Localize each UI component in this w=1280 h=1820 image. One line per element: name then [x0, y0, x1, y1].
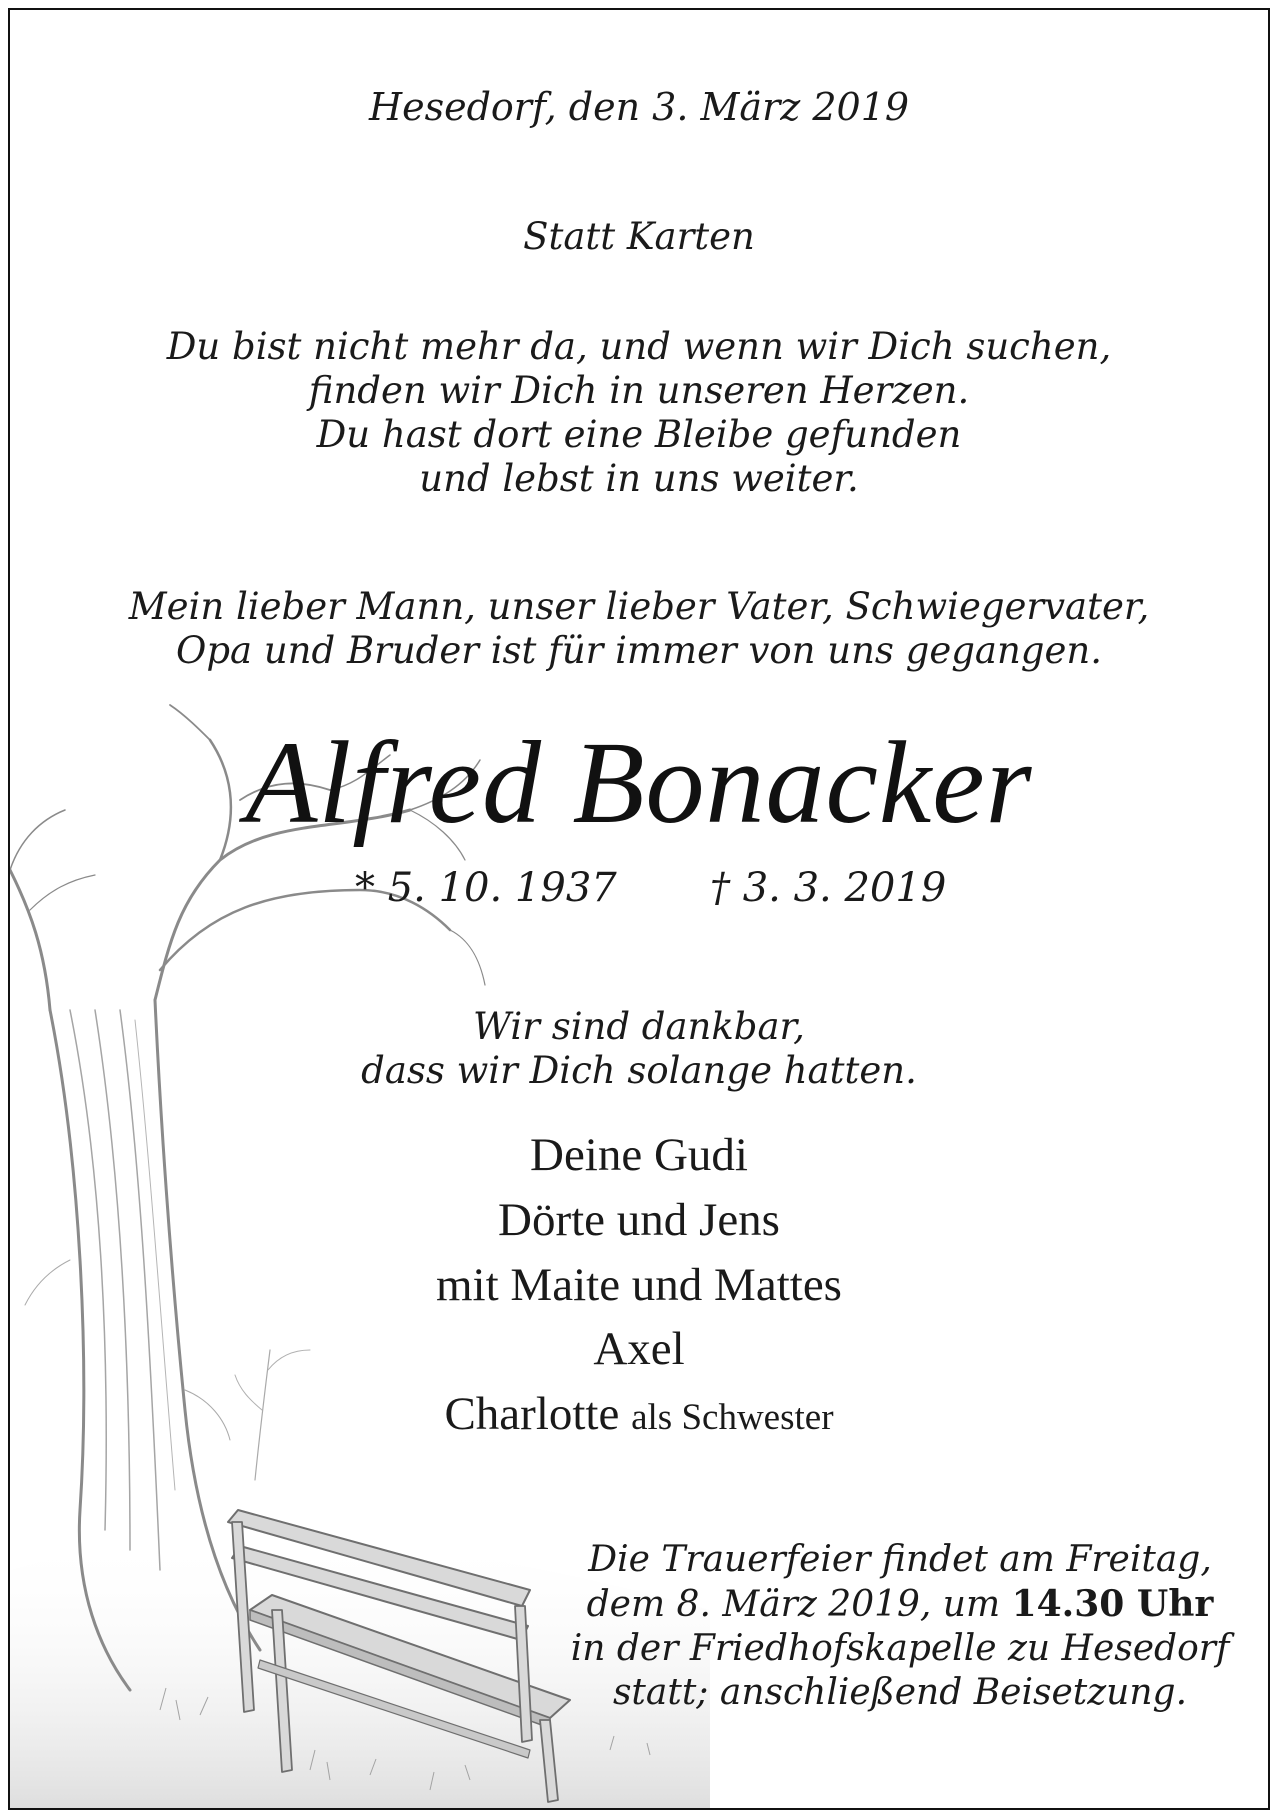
poem-line: Du hast dort eine Bleibe gefunden: [316, 413, 962, 456]
service-time: 14.30 Uhr: [1011, 1583, 1214, 1625]
poem-line: Du bist nicht mehr da, und wenn wir Dich suchen,: [166, 325, 1112, 368]
statt-karten-label: Statt Karten: [523, 215, 755, 258]
service-line: Die Trauerfeier findet am Freitag,: [588, 1539, 1212, 1580]
thanks-line: dass wir Dich solange hatten.: [361, 1049, 917, 1092]
death-date: † 3. 3. 2019: [710, 865, 947, 911]
family-member: mit Maite und Mattes: [436, 1259, 842, 1311]
service-line: in der Friedhofskapelle zu Hesedorf: [570, 1628, 1230, 1669]
family-member: Axel: [593, 1323, 685, 1375]
announcement-line: Mein lieber Mann, unser lieber Vater, Schwiegervater,: [128, 585, 1150, 628]
obituary-notice: [8, 8, 1270, 1810]
birth-date: * 5. 10. 1937: [355, 865, 617, 911]
thanks-line: Wir sind dankbar,: [473, 1005, 805, 1048]
service-line: [550, 1582, 1250, 1627]
poem-line: und lebst in uns weiter.: [419, 457, 859, 500]
service-line: statt; anschließend Beisetzung.: [612, 1672, 1188, 1713]
announcement-line: Opa und Bruder ist für immer von uns gegangen.: [176, 629, 1102, 672]
deceased-name: Alfred Bonacker: [245, 717, 1033, 848]
place-and-date: Hesedorf, den 3. März 2019: [368, 85, 910, 129]
family-member-sibling: [10, 1387, 1268, 1441]
sibling-relation: als Schwester: [631, 1397, 834, 1438]
thanks-text: [10, 1005, 1268, 1093]
family-member: Deine Gudi: [530, 1129, 748, 1181]
announcement-text: [10, 585, 1268, 673]
service-date: dem 8. März 2019, um: [586, 1584, 1001, 1625]
funeral-service-info: [550, 1538, 1250, 1715]
sibling-name: Charlotte: [444, 1388, 620, 1440]
poem-line: finden wir Dich in unseren Herzen.: [308, 369, 970, 412]
family-member: Dörte und Jens: [498, 1194, 780, 1246]
memorial-poem: [10, 325, 1268, 501]
